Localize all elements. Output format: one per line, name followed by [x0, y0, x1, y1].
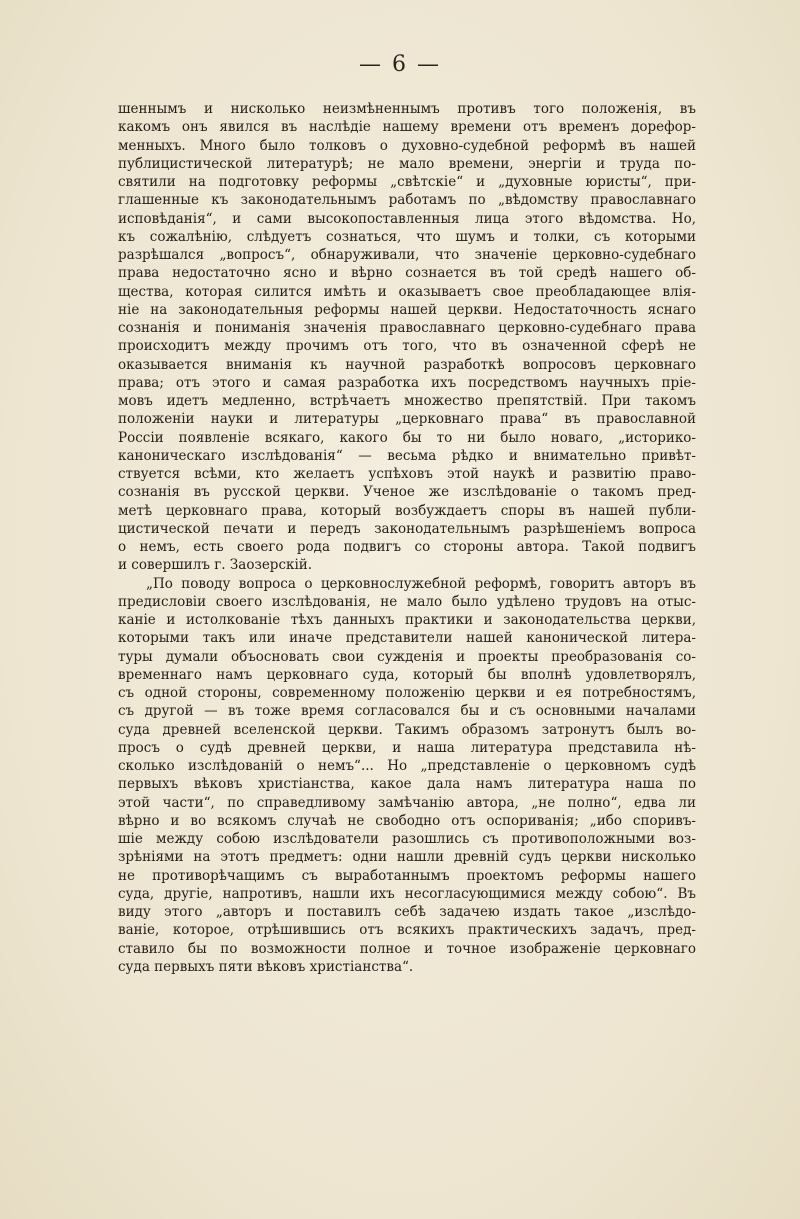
- text-line: права; отъ этого и самая разработка ихъ посредствомъ научныхъ пріе-: [118, 374, 696, 391]
- text-line: не противорѣчащимъ съ выработаннымъ проектомъ реформы нашего: [118, 867, 696, 884]
- text-line: съ другой — въ тоже время согласовался бы и съ основными началами: [118, 703, 696, 720]
- text-line: ствуется всѣми, кто желаетъ успѣховъ этой наукѣ и развитію право-: [118, 466, 696, 482]
- text-line: положеніи науки и литературы „церковнаго права“ въ православной: [118, 411, 696, 428]
- text-line: просъ о судѣ древней церкви, и наша литература представила нѣ-: [118, 739, 696, 756]
- text-line: глашенные къ законодательнымъ работамъ по „вѣдомству православнаго: [118, 192, 696, 209]
- text-line: мовъ идетъ медленно, встрѣчаетъ множество препятствій. При такомъ: [118, 393, 696, 409]
- text-line: предисловіи своего изслѣдованія, не мало было удѣлено трудовъ на отыс-: [118, 593, 696, 610]
- text-line: шіе между собою изслѣдователи разошлись съ противоположными воз-: [118, 831, 696, 847]
- text-line: какомъ онъ явился въ наслѣдіе нашему времени отъ временъ дорефор-: [118, 119, 696, 136]
- text-line: каніе и истолкованіе тѣхъ данныхъ практики и законодательства церкви,: [118, 612, 696, 628]
- text-line: шеннымъ и нисколько неизмѣненнымъ противъ того положенія, въ: [118, 101, 696, 117]
- paragraph-start-line: „По поводу вопроса о церковнослужебной реформѣ, говоритъ авторъ въ: [146, 575, 696, 592]
- text-line: суда древней вселенской церкви. Такимъ образомъ затронутъ былъ во-: [118, 721, 696, 738]
- paragraph-end-line: суда первыхъ пяти вѣковъ христіанства“.: [118, 958, 414, 975]
- text-line: туры думали объосновать свои сужденія и проекты преобразованія со-: [118, 648, 696, 665]
- body-text: [118, 100, 696, 976]
- text-line: сознанія и пониманія значенія православнаго церковно-судебнаго права: [118, 320, 696, 336]
- text-line: ваніе, которое, отрѣшившись отъ всякихъ практическихъ задачъ, пред-: [118, 922, 696, 939]
- text-line: временнаго намъ церковнаго суда, который бы вполнѣ удовлетворялъ,: [118, 666, 696, 683]
- text-line: вѣрно и во всякомъ случаѣ не свободно отъ оспориванія; „ибо споривъ-: [118, 812, 696, 829]
- text-line: зрѣніями на этотъ предметъ: одни нашли древній судъ церкви нисколько: [118, 849, 696, 866]
- text-line: суда, другіе, напротивъ, нашли ихъ несогласующимися между собою“. Въ: [118, 885, 696, 902]
- text-line: Россіи появленіе всякаго, какого бы то ни было новаго, „историко-: [118, 429, 696, 446]
- text-line: этой части“, по справедливому замѣчанію автора, „не полно“, едва ли: [118, 794, 696, 811]
- text-line: святили на подготовку реформы „свѣтскіе“ и „духовные юристы“, при-: [118, 174, 696, 190]
- text-line: происходитъ между прочимъ отъ того, что въ означенной сферѣ не: [118, 338, 696, 355]
- text-line: метѣ церковнаго права, который возбуждаетъ споры въ нашей публи-: [118, 502, 696, 519]
- text-line: щества, которая силится имѣть и оказываетъ свое преобладающее влія-: [118, 283, 696, 300]
- text-line: съ одной стороны, современному положенію церкви и ея потребностямъ,: [118, 685, 696, 701]
- text-line: къ сожалѣнію, слѣдуетъ сознаться, что шумъ и толки, съ которыми: [118, 228, 696, 245]
- text-line: исповѣданія“, и сами высокопоставленныя лица этого вѣдомства. Но,: [118, 210, 696, 227]
- text-line: разрѣшался „вопросъ“, обнаруживали, что значеніе церковно-судебнаго: [118, 247, 696, 263]
- text-line: которыми такъ или иначе представители нашей канонической литера-: [118, 630, 696, 647]
- text-line: о немъ, есть своего рода подвигъ со стороны автора. Такой подвигъ: [118, 539, 696, 555]
- paragraph-end-line: и совершилъ г. Заозерскій.: [118, 557, 313, 574]
- text-line: сознанія въ русской церкви. Ученое же изслѣдованіе о такомъ пред-: [118, 484, 696, 501]
- text-line: сколько изслѣдованій о немъ“... Но „представленіе о церковномъ судѣ: [118, 758, 696, 774]
- text-line: виду этого „авторъ и поставилъ себѣ задачею издать такое „изслѣдо-: [118, 904, 696, 920]
- text-line: цистической печати и передъ законодательнымъ разрѣшеніемъ вопроса: [118, 520, 696, 537]
- text-line: менныхъ. Много было толковъ о духовно-судебной реформѣ въ нашей: [118, 137, 696, 154]
- text-line: права недостаточно ясно и вѣрно сознается въ той средѣ нашего об-: [118, 265, 696, 282]
- text-line: каноническаго изслѣдованія“ — весьма рѣдко и внимательно привѣт-: [118, 447, 696, 464]
- text-line: публицистической литературѣ; не мало времени, энергіи и труда по-: [118, 155, 696, 172]
- text-line: ставило бы по возможности полное и точное изображеніе церковнаго: [118, 940, 696, 957]
- text-line: ніе на законодательныя реформы нашей церкви. Недостаточность яснаго: [118, 301, 696, 318]
- text-line: оказывается вниманія къ научной разработкѣ вопросовъ церковнаго: [118, 356, 696, 373]
- page-number: — 6 —: [359, 52, 441, 77]
- text-line: первыхъ вѣковъ христіанства, какое дала намъ литература наша по: [118, 776, 696, 793]
